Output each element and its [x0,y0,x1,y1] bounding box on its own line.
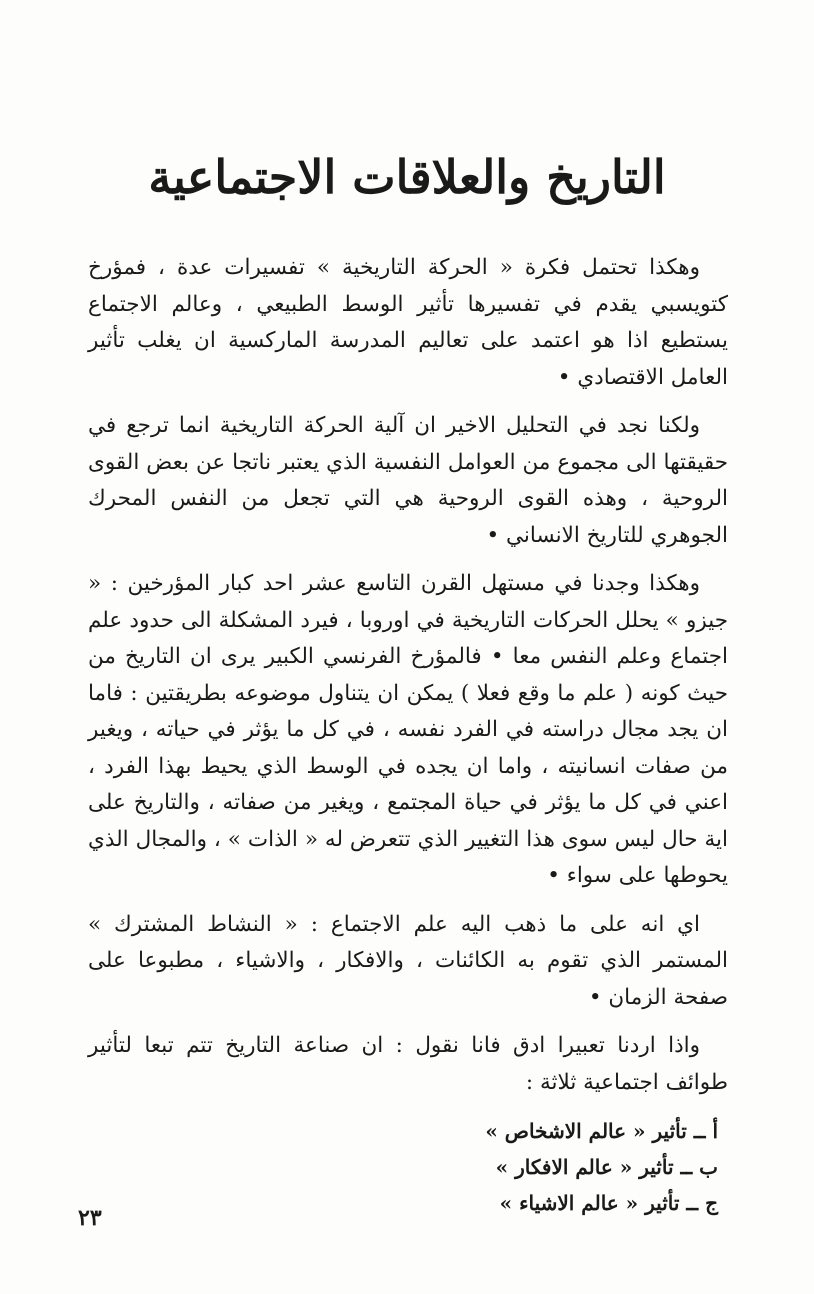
influence-list [88,1113,728,1221]
list-item-things: ج ــ تأثير « عالم الاشياء » [499,1191,718,1215]
paragraph-3: وهكذا وجدنا في مستهل القرن التاسع عشر احد كبار المؤرخين : « جيزو » يحلل الحركات التاريخية في اوروبا ، فيرد المشكلة الى حدود علم اجتماع وعلم النفس معا • فالمؤرخ الفرنسي الكبير يرى ان التاريخ من حيث كونه ( علم ما وقع فعلا ) يمكن ان يتناول موضوعه بطريقتين : فاما ان يجد مجال دراسته في الفرد نفسه ، في كل ما يؤثر في حياته ، ويغير من صفات انسانيته ، واما ان يجده في الوسط الذي يحيط بهذا الفرد ، اعني في كل ما يؤثر في حياة المجتمع ، ويغير من صفاته ، والتاريخ على اية حال ليس سوى هذا التغيير الذي تتعرض له « الذات » ، والمجال الذي يحوطها على سواء • [88,571,728,888]
paragraph-2: ولكنا نجد في التحليل الاخير ان آلية الحركة التاريخية انما ترجع في حقيقتها الى مجموع من العوامل النفسية الذي يعتبر ناتجا عن بعض القوى الروحية ، وهذه القوى الروحية هي التي تجعل من النفس المحرك الجوهري للتاريخ الانساني • [88,413,728,548]
document-body [88,250,728,1221]
page-number: ٢٣ [78,1205,102,1231]
list-item-persons: أ ــ تأثير « عالم الاشخاص » [485,1119,718,1143]
paragraph-4: اي انه على ما ذهب اليه علم الاجتماع : « النشاط المشترك » المستمر الذي تقوم به الكائنات ، والافكار ، والاشياء ، مطبوعا على صفحة الزمان • [88,911,728,1010]
paragraph-1: وهكذا تحتمل فكرة « الحركة التاريخية » تفسيرات عدة ، فمؤرخ كتويسبي يقدم في تفسيرها تأثير الوسط الطبيعي ، وعالم الاجتماع يستطيع اذا هو اعتمد على تعاليم المدرسة الماركسية ان يغلب تأثير العامل الاقتصادي • [88,255,728,390]
list-item-ideas: ب ــ تأثير « عالم الافكار » [495,1155,718,1179]
paragraph-5: واذا اردنا تعبيرا ادق فانا نقول : ان صناعة التاريخ تتم تبعا لتأثير طوائف اجتماعية ثلاثة : [88,1033,728,1095]
page-title: التاريخ والعلاقات الاجتماعية [148,150,666,204]
